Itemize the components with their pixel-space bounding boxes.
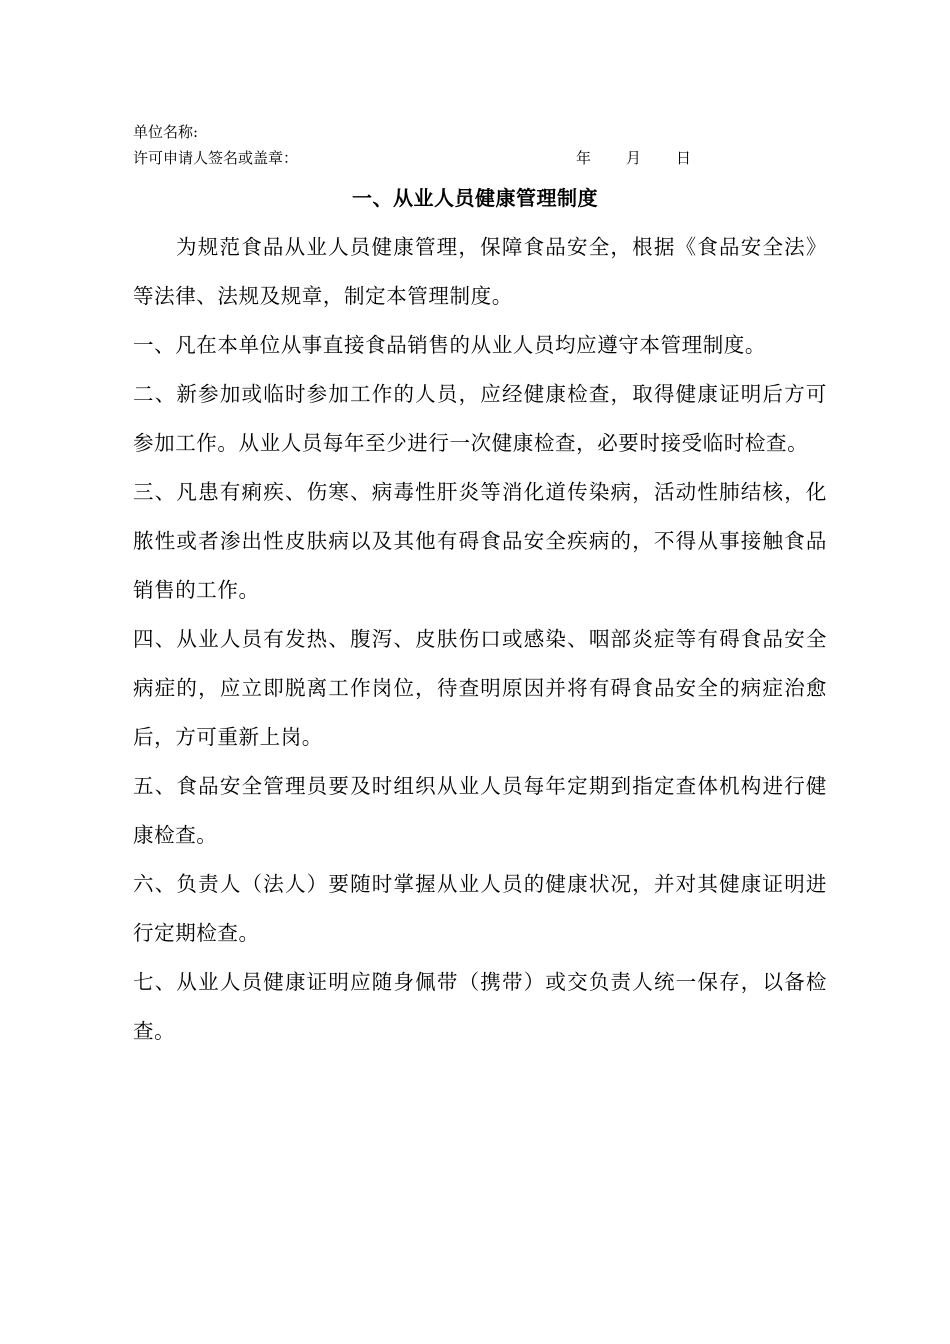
- rule-item-4: 四、从业人员有发热、腹泻、皮肤伤口或感染、咽部炎症等有碍食品安全病症的，应立即脱离工作岗位，待查明原因并将有碍食品安全的病症治愈后，方可重新上岗。: [133, 627, 827, 749]
- document-title: 一、从业人员健康管理制度: [352, 186, 598, 210]
- rule-item-5: 五、食品安全管理员要及时组织从业人员每年定期到指定查体机构进行健康检查。: [133, 774, 827, 847]
- date-field: [576, 148, 691, 168]
- date-year-label: 年: [576, 149, 592, 167]
- date-month-label: 月: [626, 149, 642, 167]
- rule-item-6: 六、负责人（法人）要随时掌握从业人员的健康状况，并对其健康证明进行定期检查。: [133, 872, 827, 945]
- rule-item-7: 七、从业人员健康证明应随身佩带（携带）或交负责人统一保存，以备检查。: [133, 970, 827, 1043]
- document-body: [133, 223, 827, 1056]
- applicant-signature-label: 许可申请人签名或盖章：: [133, 149, 299, 167]
- rule-item-2: 二、新参加或临时参加工作的人员，应经健康检查，取得健康证明后方可参加工作。从业人员每年至少进行一次健康检查，必要时接受临时检查。: [133, 382, 827, 455]
- unit-name-label: 单位名称:: [133, 123, 199, 141]
- intro-paragraph: 为规范食品从业人员健康管理，保障食品安全，根据《食品安全法》等法律、法规及规章，制定本管理制度。: [133, 235, 827, 308]
- date-day-label: 日: [676, 149, 692, 167]
- rule-item-3: 三、凡患有痢疾、伤寒、病毒性肝炎等消化道传染病，活动性肺结核，化脓性或者渗出性皮肤病以及其他有碍食品安全疾病的，不得从事接触食品销售的工作。: [133, 480, 827, 602]
- rule-item-1: 一、凡在本单位从事直接食品销售的从业人员均应遵守本管理制度。: [133, 333, 766, 357]
